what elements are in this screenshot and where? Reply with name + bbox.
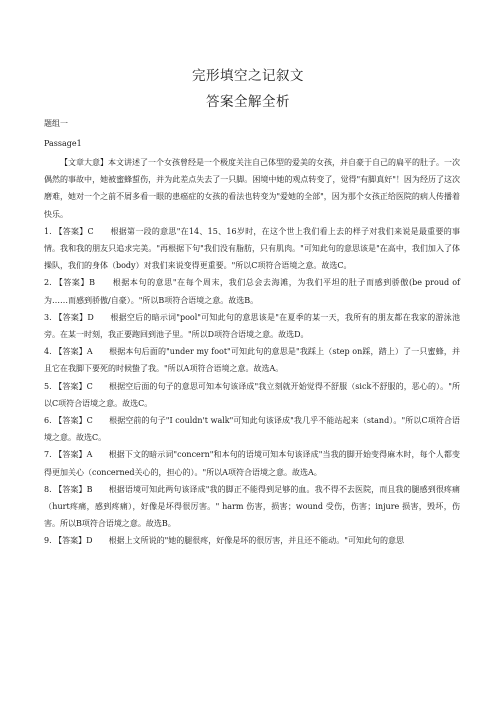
passage-summary: 【文章大意】本文讲述了一个女孩曾经是一个极度关注自己体型的爱美的女孩，并自豪于自己的扁平的肚子。一次偶然的事故中，她被蜜蜂蜇伤，并为此差点失去了一只脚。困境中她的观点转变了，觉得"有脚真好"！因为经历了这次磨难，她对一个之前不屑多看一眼的患癌症的女孩的看法也转变为"爱她的全部"，因为那个女孩正给医院的病人传播着快乐。 bbox=[44, 158, 460, 219]
answer-item: 4. 【答案】A 根据本句后面的"under my foot"可知此句的意思是"我踩上（step on踩，踏上）了一只蜜蜂，并且它在我脚下要死的时候蛰了我。"所以A项符合语境之意。故选A。 bbox=[44, 347, 460, 374]
document-subtitle: 答案全解全析 bbox=[206, 94, 290, 110]
answer-item: 5. 【答案】C 根据空后面的句子的意思可知本句该译成"我立刻就开始觉得不舒服（sick不舒服的，恶心的）。"所以C项符合语境之意。故选C。 bbox=[44, 381, 460, 408]
answer-item: 1. 【答案】C 根据第一段的意思"在14、15、16岁时，在这个世上我们看上去的样子对我们来说是最重要的事情。我和我的朋友只追求完美。"再根据下句"我们没有脂肪，只有肌肉。"可知此句的意思该是"在高中，我们加入了体操队，我们的身体（body）对我们来说变得更重要。"所以C项符合语境之意。故选C。 bbox=[44, 226, 460, 271]
document-title: 完形填空之记叙文 bbox=[192, 68, 304, 84]
group-label: 题组一 bbox=[44, 119, 68, 128]
answer-item: 8. 【答案】B 根据语境可知此两句该译成"我的脚正不能得到足够的血。我不得不去医院，而且我的腿感到很疼痛（hurt疼痛，感到疼痛），好像是坏得很厉害。" harm 伤害，损害；wound 受伤，伤害；injure 损害，毁坏，伤害。所以B项符合语境之意。故选B。 bbox=[44, 484, 460, 529]
answer-item: 9. 【答案】D 根据上文所说的"她的腿很疼，好像是坏的很厉害，并且还不能动。"可知此句的意思 bbox=[44, 536, 404, 546]
answer-item: 2. 【答案】B 根据本句的意思"在每个周末，我们总会去海滩，为我们平坦的肚子而感到骄傲(be proud of 为……而感到骄傲/自豪）。"所以B项符合语境之意。故选B。 bbox=[44, 278, 460, 305]
answer-item: 3. 【答案】D 根据空后的暗示词"pool"可知此句的意思该是"在夏季的某一天，我所有的朋友都在我家的游泳池旁。在某一时刻，我正要跑回到池子里。"所以D项符合语境之意。故选D。 bbox=[44, 312, 460, 340]
answer-item: 6. 【答案】C 根据空前的句子"I couldn't walk"可知此句该译成"我几乎不能站起来（stand）。"所以C项符合语境之意。故选C。 bbox=[44, 416, 460, 443]
answer-item: 7. 【答案】A 根据下文的暗示词"concern"和本句的语境可知本句该译成"当我的脚开始变得麻木时，每个人都变得更加关心（concerned关心的，担心的）。"所以A项符合语境之意。故选A。 bbox=[44, 450, 460, 477]
answer-body bbox=[44, 154, 460, 550]
passage-label: Passage1 bbox=[44, 139, 82, 148]
